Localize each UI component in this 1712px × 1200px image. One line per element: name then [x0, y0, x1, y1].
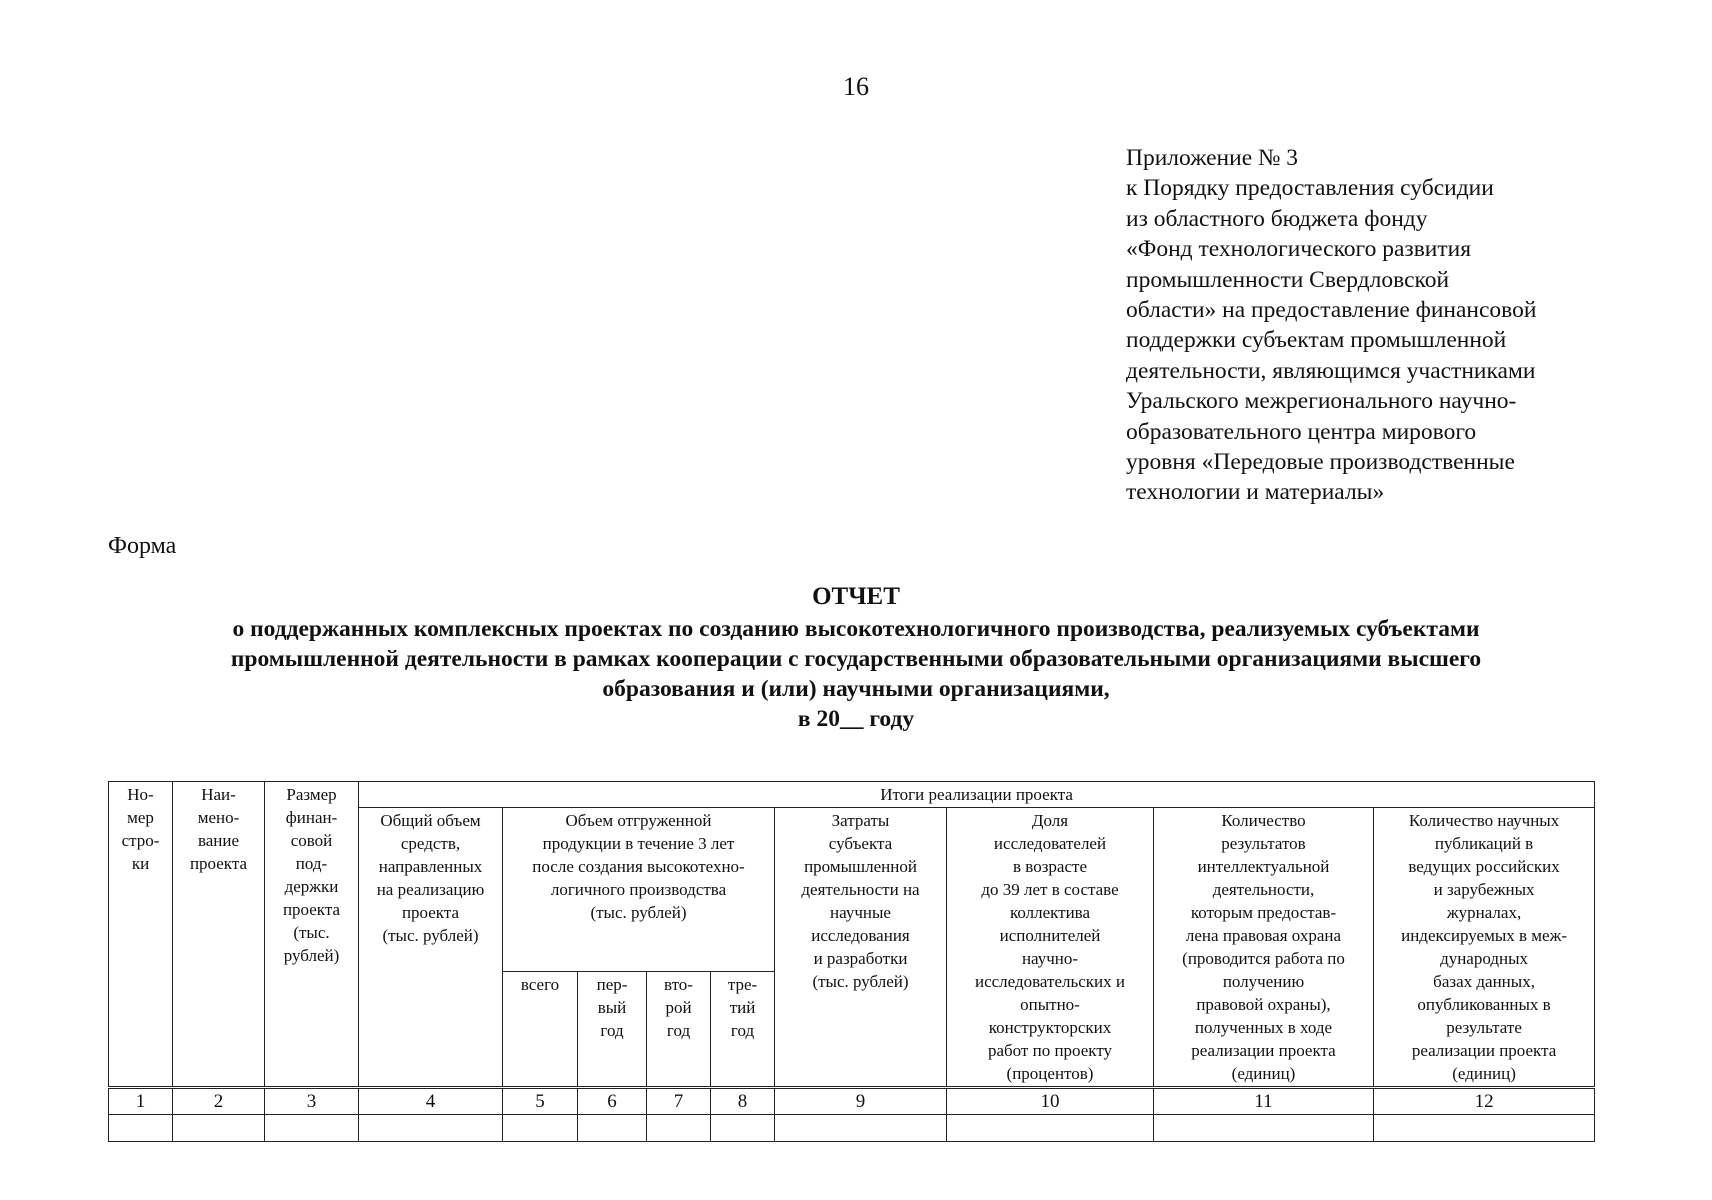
- report-subtitle-line: в 20__ году: [797, 706, 915, 732]
- header-rnd-costs: Затраты субъекта промышленной деятельности на научные исследования и разработки (тыс. рублей): [775, 808, 947, 1088]
- appendix-line: Уральского межрегионального научно-: [1126, 388, 1517, 415]
- table-cell: [503, 1115, 578, 1142]
- header-shipped-year3: тре- тий год: [711, 972, 775, 1088]
- appendix-line: к Порядку предоставления субсидии: [1126, 175, 1494, 202]
- header-project-name: Наи- мено- вание проекта: [173, 782, 265, 1088]
- appendix-line: из областного бюджета фонду: [1126, 205, 1428, 232]
- column-number: 11: [1154, 1088, 1374, 1115]
- table-cell: [647, 1115, 711, 1142]
- column-number-row: [109, 1088, 1595, 1115]
- column-number: 7: [647, 1088, 711, 1115]
- column-number: 5: [503, 1088, 578, 1115]
- table-header-row: [109, 782, 1595, 808]
- table-cell: [1154, 1115, 1374, 1142]
- column-number: 4: [359, 1088, 503, 1115]
- table-cell: [173, 1115, 265, 1142]
- header-row-number: Но- мер стро- ки: [109, 782, 173, 1088]
- appendix-line: образовательного центра мирового: [1126, 418, 1477, 445]
- table-cell: [711, 1115, 775, 1142]
- column-number: 8: [711, 1088, 775, 1115]
- header-shipped-total: всего: [503, 972, 578, 1088]
- column-number: 1: [109, 1088, 173, 1115]
- column-number: 6: [578, 1088, 647, 1115]
- table-cell: [109, 1115, 173, 1142]
- report-subtitle-line: промышленной деятельности в рамках кооперации с государственными образовательными организациями высшего: [230, 646, 1482, 672]
- header-support-amount: Размер финан- совой под- держки проекта (тыс. рублей): [265, 782, 359, 1088]
- header-results-group: Итоги реализации проекта: [359, 782, 1595, 808]
- column-number: 12: [1374, 1088, 1595, 1115]
- column-number: 9: [775, 1088, 947, 1115]
- table-cell: [775, 1115, 947, 1142]
- header-shipped-year2: вто- рой год: [647, 972, 711, 1088]
- column-number: 2: [173, 1088, 265, 1115]
- form-label: Форма: [108, 533, 177, 559]
- appendix-line: Приложение № 3: [1126, 145, 1299, 171]
- header-shipped-year1: пер- вый год: [578, 972, 647, 1088]
- header-shipped-products: Объем отгруженной продукции в течение 3 лет после создания высокотехно- логичного производства (тыс. рублей): [503, 808, 775, 972]
- column-number: 3: [265, 1088, 359, 1115]
- header-young-researchers: Доля исследователей в возрасте до 39 лет в составе коллектива исполнителей научно- исследовательских и опытно- конструкторских работ по проекту (процентов): [947, 808, 1154, 1088]
- header-publications: Количество научных публикаций в ведущих российских и зарубежных журналах, индексируемых в меж- дународных базах данных, опубликованных в результате реализации проекта (единиц): [1374, 808, 1595, 1088]
- appendix-line: «Фонд технологического развития: [1126, 236, 1472, 263]
- report-subtitle-line: образования и (или) научными организациями,: [602, 676, 1110, 702]
- report-subtitle-line: о поддержанных комплексных проектах по созданию высокотехнологичного производства, реализуемых субъектами: [232, 616, 1480, 642]
- header-total-funds: Общий объем средств, направленных на реализацию проекта (тыс. рублей): [359, 808, 503, 1088]
- table-cell: [1374, 1115, 1595, 1142]
- page-number: 16: [843, 72, 869, 101]
- appendix-header: [1126, 143, 1606, 508]
- table-cell: [578, 1115, 647, 1142]
- report-table: [108, 781, 1595, 1142]
- appendix-line: деятельности, являющимся участниками: [1126, 357, 1536, 384]
- header-ip-results: Количество результатов интеллектуальной деятельности, которым предостав- лена правовая охрана (проводится работа по получению правовой охраны), полученных в ходе реализации проекта (единиц): [1154, 808, 1374, 1088]
- appendix-line: уровня «Передовые производственные: [1126, 449, 1515, 476]
- appendix-line: технологии и материалы»: [1126, 479, 1385, 506]
- appendix-line: поддержки субъектам промышленной: [1126, 327, 1507, 354]
- table-row: [109, 1115, 1595, 1142]
- report-title: ОТЧЕТ: [812, 583, 900, 610]
- column-number: 10: [947, 1088, 1154, 1115]
- appendix-line: промышленности Свердловской: [1126, 266, 1450, 293]
- report-subtitle: [0, 614, 1712, 734]
- table-cell: [947, 1115, 1154, 1142]
- table-cell: [359, 1115, 503, 1142]
- table-cell: [265, 1115, 359, 1142]
- appendix-line: области» на предоставление финансовой: [1126, 297, 1537, 324]
